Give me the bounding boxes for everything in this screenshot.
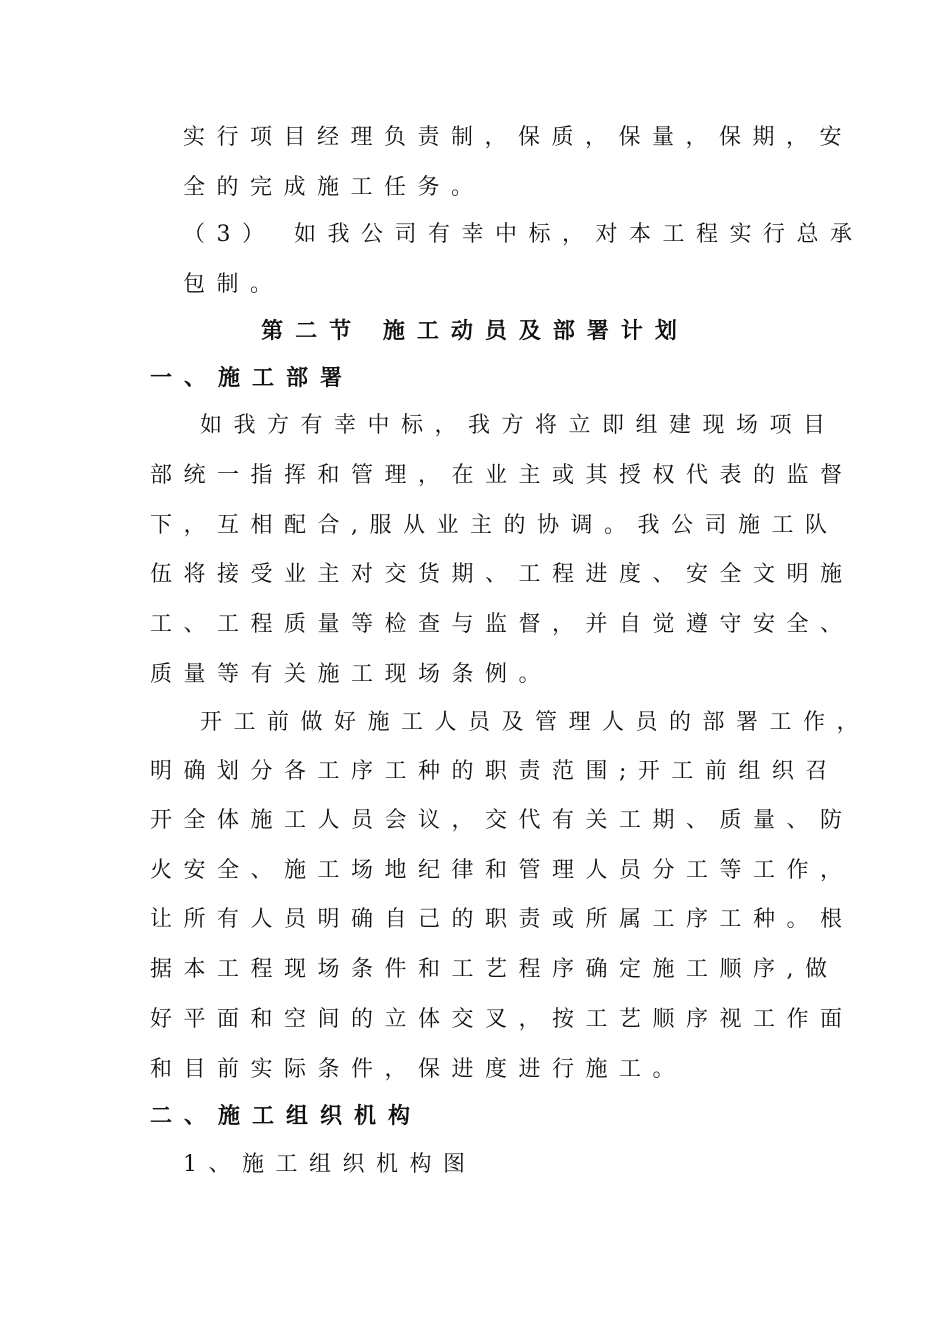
- paragraph-line: 开工前做好施工人员及管理人员的部署工作，: [200, 710, 871, 735]
- paragraph-line: 火安全、施工场地纪律和管理人员分工等工作，: [150, 858, 854, 883]
- paragraph-line: 明确划分各工序工种的职责范围;开工前组织召: [150, 759, 839, 784]
- paragraph-line: 伍将接受业主对交货期、工程进度、安全文明施: [150, 562, 854, 587]
- paragraph-line: 如我方有幸中标，我方将立即组建现场项目: [200, 413, 837, 438]
- paragraph-line: 让所有人员明确自己的职责或所属工序工种。根: [150, 907, 854, 932]
- paragraph-line: 好平面和空间的立体交叉，按工艺顺序视工作面: [150, 1007, 854, 1032]
- paragraph-line: 开全体施工人员会议，交代有关工期、质量、防: [150, 808, 854, 833]
- heading-organization: 二、施工组织机构: [150, 1104, 423, 1129]
- paragraph-line: 工、工程质量等检查与监督，并自觉遵守安全、: [150, 612, 854, 637]
- paragraph-line: 据本工程现场条件和工艺程序确定施工顺序,做: [150, 957, 839, 982]
- paragraph-line: 部统一指挥和管理，在业主或其授权代表的监督: [150, 463, 854, 488]
- heading-construction-deployment: 一、施工部署: [150, 366, 355, 391]
- paragraph-line: 下，互相配合,服从业主的协调。我公司施工队: [150, 513, 839, 538]
- text-line: 包制。: [183, 272, 284, 297]
- text-line: 实行项目经理负责制，保质，保量，保期，安: [183, 125, 854, 150]
- subheading-org-chart: 1、施工组织机构图: [183, 1152, 477, 1177]
- text-line: 全的完成施工任务。: [183, 175, 485, 200]
- paragraph-line: 和目前实际条件，保进度进行施工。: [150, 1057, 687, 1082]
- paragraph-line: 质量等有关施工现场条例。: [150, 662, 553, 687]
- text-line: （3） 如我公司有幸中标，对本工程实行总承: [183, 222, 864, 247]
- section-title: 第二节 施工动员及部署计划: [261, 319, 689, 344]
